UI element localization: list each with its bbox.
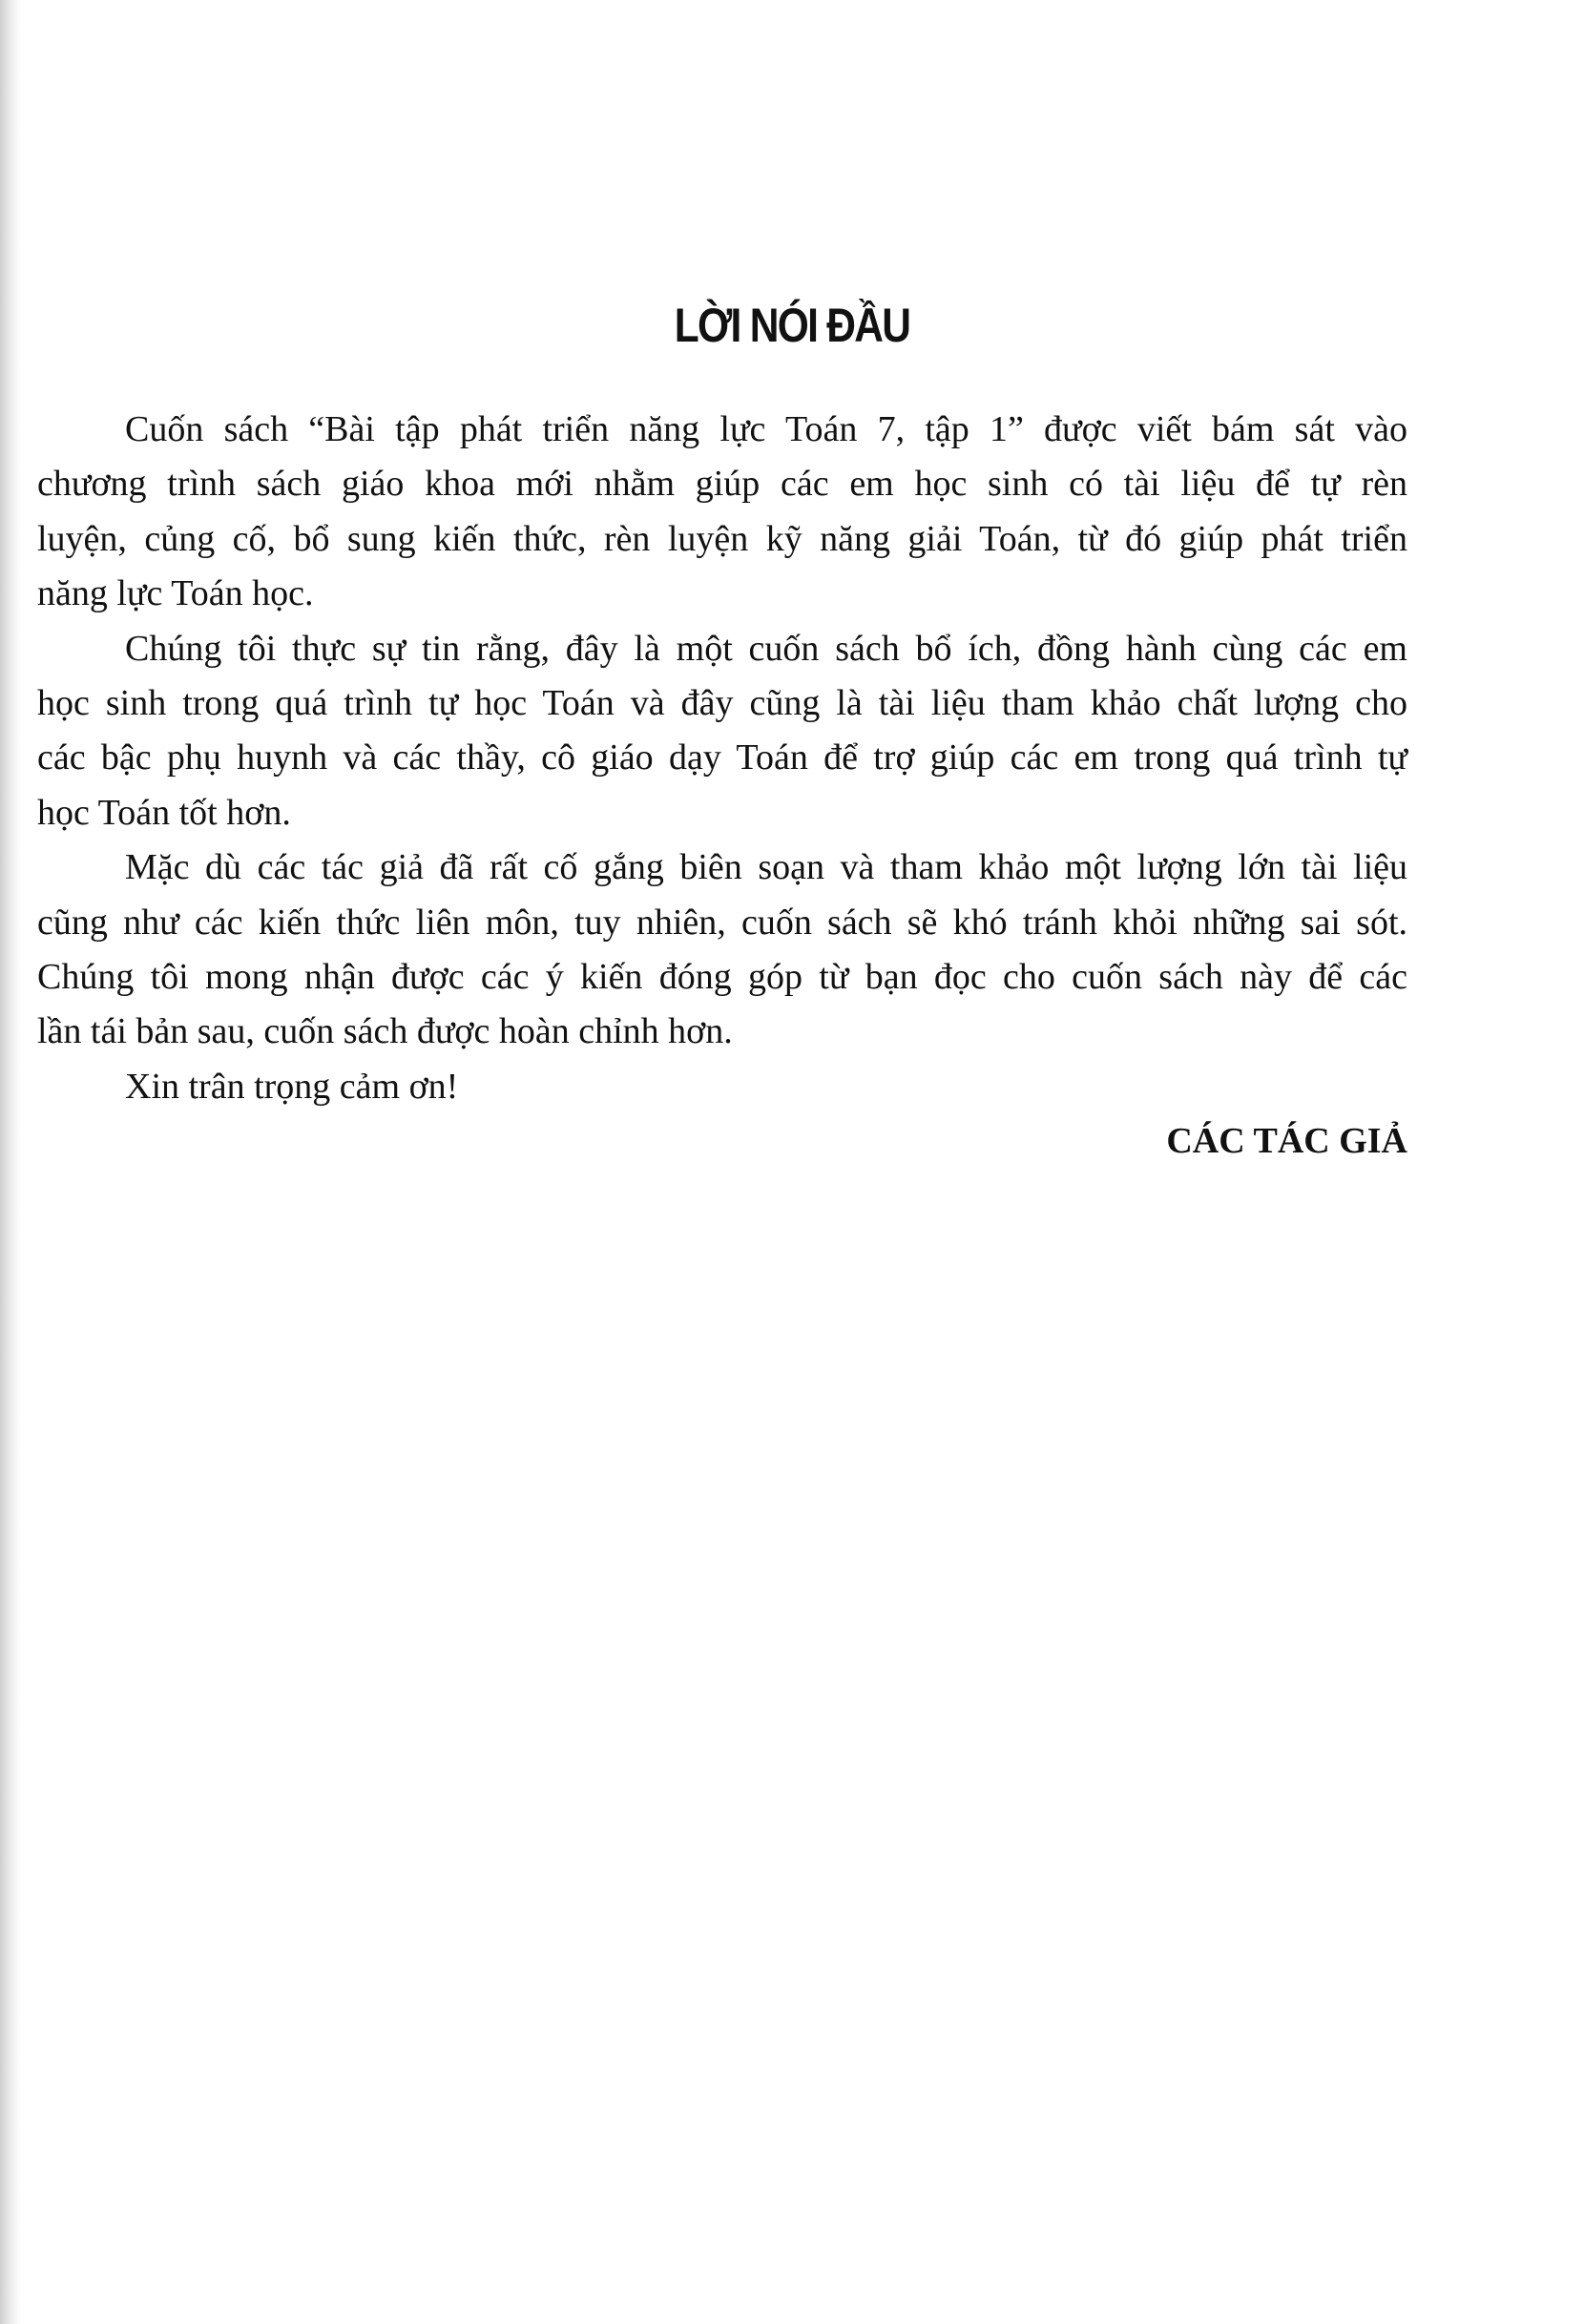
preface-body — [37, 403, 1407, 1169]
paragraph-2-line: học Toán tốt hơn. — [37, 792, 291, 833]
paragraph-1-line: năng lực Toán học. — [37, 573, 314, 614]
paragraph-2-line: học sinh trong quá trình tự học Toán và đây cũng là tài liệu tham khảo chất lượng cho — [37, 682, 1407, 723]
paragraph-4-line: Xin trân trọng cảm ơn! — [125, 1066, 459, 1107]
paragraph-1-line: Cuốn sách “Bài tập phát triển năng lực Toán 7, tập 1” được viết bám sát vào — [125, 409, 1407, 449]
paragraph-3-line: Chúng tôi mong nhận được các ý kiến đóng góp từ bạn đọc cho cuốn sách này để các — [37, 956, 1407, 997]
paragraph-2-line: Chúng tôi thực sự tin rằng, đây là một cuốn sách bổ ích, đồng hành cùng các em — [125, 628, 1407, 669]
paragraph-3-line: cũng như các kiến thức liên môn, tuy nhiên, cuốn sách sẽ khó tránh khỏi những sai sót. — [37, 902, 1407, 943]
scan-edge-shadow — [0, 0, 21, 2324]
signature: CÁC TÁC GIẢ — [1166, 1121, 1407, 1162]
paragraph-2-line: các bậc phụ huynh và các thầy, cô giáo dạy Toán để trợ giúp các em trong quá trình tự — [37, 737, 1407, 778]
paragraph-3-line: lần tái bản sau, cuốn sách được hoàn chỉnh hơn. — [37, 1011, 733, 1052]
page-title: LỜI NÓI ĐẦU — [674, 299, 910, 352]
paragraph-1-line: luyện, củng cố, bổ sung kiến thức, rèn luyện kỹ năng giải Toán, từ đó giúp phát triển — [37, 518, 1407, 559]
paragraph-1-line: chương trình sách giáo khoa mới nhằm giúp các em học sinh có tài liệu để tự rèn — [37, 464, 1407, 505]
paragraph-3-line: Mặc dù các tác giả đã rất cố gắng biên soạn và tham khảo một lượng lớn tài liệu — [125, 847, 1407, 888]
